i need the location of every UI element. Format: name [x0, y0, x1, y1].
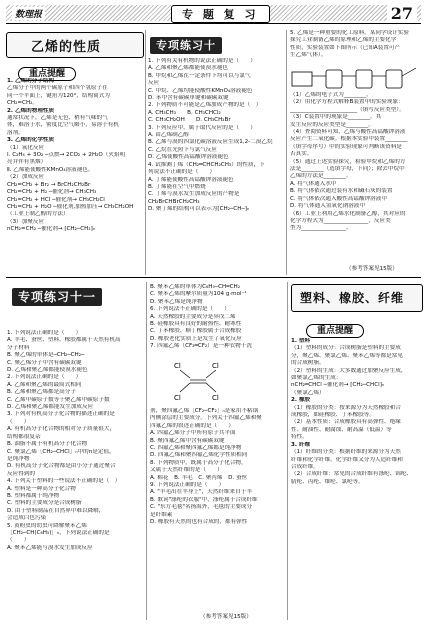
question-line: D. 有机高分子化合物都是由小分子通过聚合 [7, 463, 116, 470]
note-line: CH₂=CH₂ + Br₂ → BrCH₂CH₂Br [7, 181, 91, 188]
question-line: A. "羊毛出在羊身上"，天然纤维来自于羊 [150, 489, 252, 496]
topic-title-box-ethylene [6, 32, 144, 58]
question-line: C. 四氟乙烯和聚四氟乙烯都是纯净物 [150, 445, 242, 452]
question-line: 7. 四氟乙烯（CF₂═CF₂）是一种衣物干洗 [150, 343, 252, 350]
question-line: 4. 下列关于塑料的一些说法不正确的是（ ） [7, 478, 121, 485]
key-points-label-ethylene: 重点提醒 [18, 61, 76, 80]
svg-text:Cl: Cl [212, 362, 219, 370]
question-line: A. 乙烯和聚乙烯的最简式相同 [7, 381, 82, 388]
note-line: 分，聚乙烯、聚氯乙烯、聚苯乙烯等都是常见 [291, 352, 403, 359]
apparatus-d [386, 70, 402, 88]
note-line: 的合成树脂。 [291, 360, 325, 367]
exercise-11-questions [7, 330, 145, 552]
note-line: 特性。 [291, 434, 308, 441]
note-line: 性、耐油性、耐腐蚀、耐高温（低温）等 [291, 426, 392, 433]
question-line: A. 将气体通入水中 [290, 180, 337, 187]
note-line: 成橡胶，如硅橡胶、丁苯橡胶等。 [291, 412, 375, 419]
note-line: 亮并伴有黑烟） [7, 159, 47, 166]
note-line: 2. 橡胶 [291, 397, 311, 404]
note-line: CH₂=CH₂ + H₂O ─催化剂,加热加压→ CH₃CH₂OH [7, 203, 134, 210]
apparatus-a [292, 72, 312, 86]
answer-reference-1: （参考答案见15版） [346, 266, 398, 272]
note-line: （2）基本性质：合成橡胶具有高弹性、绝缘 [291, 419, 401, 426]
note-line: （2）塑料的生成：大多数通过加聚反应生成， [291, 367, 407, 374]
question-line: 2. 下列物质不可能是乙烯加成产物的是（ ） [148, 102, 262, 109]
question-line: B. 乙烯和聚乙烯都是高分子 [7, 389, 76, 396]
question-line: D. 由于塑料制品在自然界中难以降解， [7, 507, 105, 514]
note-line: 通常状况下，乙烯是无色、稍有气味的气 [7, 115, 108, 122]
note-line: 1. 塑料 [291, 338, 311, 344]
question-line: D. 四氟乙烯和聚四氟乙烯化学性质相同 [150, 452, 248, 459]
note-line: CH₂=CH₂ + HCl ─催化剂→ CH₃CH₂Cl [7, 196, 105, 203]
question-line: 8. 下列物质中，既属于高分子化合物， [150, 459, 247, 466]
question-line: （ ） [7, 418, 30, 425]
question-line: CH₂BrCHBrCH₂CH₃ [148, 198, 200, 205]
question-line: C. 丁烯与溴水发生加成反应的产物是 [148, 191, 240, 198]
exercise-10-questions [148, 58, 283, 214]
question-line: B. 聚苯乙烯的单体为C₆H₅─CH═CH₂ [150, 284, 240, 290]
note-line: （2）加成反应 [7, 174, 45, 181]
question-line: 又属于天然纤维的是（ ） [150, 467, 223, 474]
apparatus-c [356, 70, 372, 88]
note-line: （3）加聚反应 [7, 218, 45, 225]
question-line: 乙烯的方法是________。 [290, 173, 352, 180]
question-line: A. 羊毛、蚕丝、塑料、橡胶都属于天然有机高 [7, 337, 121, 344]
note-line: CH₂=CH₂。 [7, 100, 38, 107]
question-line: 3. 下列反应中，属于取代反应的是（ ） [148, 124, 256, 131]
note-line: 如聚氯乙烯的生成： [291, 375, 342, 382]
question-line: C. 聚苯乙烯的摩尔质量为104 g·mol⁻¹ [150, 291, 247, 298]
key-points-label-materials: 重点提醒 [306, 318, 364, 337]
question-line: B. 甲烷和乙烯在一定条件下均可以与氯气 [148, 72, 251, 79]
topic-title-ethylene: 乙烯的性质 [31, 40, 102, 55]
question-line: （2）用化学方程式解释B装置中的实验现象： [290, 99, 404, 106]
note-line: （1）塑料的成分：合成树脂是塑料的主要成 [291, 345, 401, 352]
question-line: A. 塑料是一种高分子化合物 [7, 485, 76, 492]
question-line: 四氟乙烯的叙述正确的是（ ） [150, 422, 234, 429]
exercise-11-questions-continued [150, 284, 284, 351]
question-line: 生乙烯气体）。 [290, 52, 327, 59]
question-line: A. 由乙烯制乙醇 [148, 132, 189, 139]
question-line: 法是________（选填字母，下同）；除去甲烷中 [290, 166, 405, 173]
question-line: A. 聚苯乙烯能与溴水发生加成反应 [7, 544, 93, 551]
question-line: 反应 [148, 80, 160, 87]
topic-title-materials: 塑料、橡胶、纤维 [300, 291, 405, 305]
column-divider [145, 30, 146, 275]
tetrafluoroethylene-structure [160, 356, 280, 406]
question-line: C. 甲烷、乙烯均能使酸性KMnO₄溶液褪色 [148, 87, 253, 94]
question-line: C. 聚氯乙烯［CH₂─CHCl］ₙ中的n是定值， [7, 448, 115, 455]
column-divider [146, 282, 147, 620]
question-line: 反应得到的 [7, 470, 35, 477]
question-line: D. 橡胶有天然的也有合成的，都有弹性 [150, 519, 248, 526]
publication-name: 数理报 [12, 7, 45, 20]
question-line: B. 聚乙烯的单体是─CH₂─CH₂─ [7, 352, 85, 359]
question-line: 是纤维素 [150, 511, 173, 518]
note-line: （2）合成纤维：常见的合成纤维有涤纶、锦纶、 [291, 471, 413, 478]
note-line: （聚氯乙烯） [291, 389, 325, 396]
question-line: 会造成白色污染 [7, 515, 47, 522]
question-line: B. 丁烯能在空气中燃烧 [148, 183, 206, 190]
question-line: D. 聚苯乙烯是纯净物 [150, 298, 203, 305]
note-line: （1）纤维的分类：根据纤维的来源分为天然 [291, 449, 401, 456]
question-line: 9. 下列说法正确的是（ ） [150, 482, 225, 489]
question-line: B. 塑料都属于纯净物 [7, 492, 60, 499]
page-number: 27 [387, 4, 417, 23]
question-line: A. 四氟乙烯分子中所有原子共平面 [150, 430, 236, 437]
section-title: 专 题 复 习 [171, 5, 270, 23]
note-line: CH₂=CH₂ + H₂ ─催化剂→ CH₃CH₃ [7, 189, 97, 196]
question-line: （5）通过上述实验探究，检验甲烷和乙烯的方 [290, 158, 406, 165]
note-line: （1）橡胶的分类：按来源分为天然橡胶和合 [291, 404, 401, 411]
column-divider [287, 282, 288, 620]
question-line: 5. 黄粉虫的幼虫可降解聚苯乙烯 [7, 522, 87, 529]
question-line: C. CH₃CH₂OH D. CH₃CH₂Br [148, 117, 231, 124]
question-line: 4. 试推测丁烯（CH₂═CHCH₂CH₃）的性质，下 [148, 161, 265, 168]
question-line: 探究工业制备乙烯的原理和乙烯的主要化学 [290, 37, 397, 44]
question-line: 化学方程式为________________，反应类 [290, 217, 391, 224]
question-line: C. 将气体依次通入酸性高锰酸钾溶液中 [290, 195, 387, 202]
note-line: nCH₂=CH₂ ─催化剂→ [CH₂─CH₂]ₙ [7, 226, 96, 233]
note-line: Ⅰ. C₂H₄ + 3O₂ ─点燃→ 2CO₂ + 2H₂O（火焰明 [7, 152, 126, 159]
question-line: ________________________（填写反应类型）。 [290, 106, 405, 113]
question-line: （6）工业上利用乙烯水化制备乙醇，其对应的 [290, 210, 406, 217]
topic-title-box-materials [291, 284, 423, 312]
question-line: 结构都很复杂 [7, 433, 41, 440]
note-line: 腈纶、丙纶、维纶、氯纶等。 [291, 478, 364, 485]
materials-notes [291, 338, 422, 486]
answer-reference-2: （参考答案见15版） [200, 614, 252, 620]
question-line: 内侧涂层的主要成分。下列关于四氟乙烯和聚 [150, 415, 262, 422]
apparatus-diagram [290, 62, 422, 90]
question-line: 是纯净物 [7, 455, 30, 462]
question-line: B. 歌词"涤纶的衣服"中，涤纶属于合成纤维 [150, 496, 258, 503]
question-line: 反应产生二氧化碳。根据本实验中装置________ [290, 136, 408, 143]
note-line: 3. 纤维 [291, 441, 311, 448]
question-line: A. 棉花 B. 羊毛 C. 聚丙烯 D. 蚕丝 [150, 474, 248, 481]
question-line: C. 聚乙烯分子中含有碳碳双键 [7, 359, 82, 366]
section-separator [6, 277, 421, 278]
question-line: B. 将气体依次通过装有水和碱石灰的装置 [290, 188, 393, 195]
question-line: C. 乙烯中碳原子数等于聚乙烯中碳原子数 [7, 396, 110, 403]
question-line: A. 丁烯能使酸性高锰酸钾溶液褪色 [148, 176, 234, 183]
question-line: A. CH₃CH₃ B. CH₃CHCl₂ [148, 109, 221, 116]
question-line: D. 乙烯和聚乙烯都能使溴水褪色 [7, 367, 88, 374]
question-line: 2. 下列说法正确的是（ ） [7, 374, 82, 381]
question-line: B. 乙烯与溴的四氯化碳溶液反应生成1,2-二溴乙烷 [148, 139, 273, 146]
note-line: 乙烯分子中的两个碳原子和四个氢原子在 [7, 85, 108, 92]
question-line: （ ） [7, 537, 30, 544]
exercise-10-question-5-parts [290, 92, 422, 233]
note-line: Ⅱ. 乙烯能使酸性KMnO₄溶液褪色。 [7, 166, 94, 173]
question-line: （3）C装置中的现象是________，其 [290, 114, 382, 121]
question-line: 3. 下列对有机高分子化合物的描述正确的是 [7, 411, 115, 418]
question-line: A. 天然橡胶的主要成分是异戊二烯 [150, 313, 236, 320]
question-line: 6. 下列说法不正确的是（ ） [150, 306, 230, 313]
exercise-banner-10: 专项练习十 [150, 34, 222, 53]
question-line: A. 乙烯和聚乙烯都能使溴水褪色 [148, 65, 229, 72]
question-line: 否真实。 [290, 151, 313, 158]
question-line: ［CH₂─CH(C₆H₅)］ₙ，下列说法正确的是 [7, 529, 110, 536]
question-line: A. 有机高分子化合物的相对分子质量很大， [7, 426, 115, 433]
question-line: C. 丁苯橡胶、顺丁橡胶属于合成橡胶 [150, 328, 242, 335]
note-line: 1. 乙烯的分子结构 [7, 78, 55, 84]
question-line: 1. 下列有关有机物的说法正确的是（ ） [148, 58, 256, 64]
note-line: 体，难溶于水，密度比空气略小，易溶于有机 [7, 122, 119, 129]
question-line: B. 聚四氟乙烯中含有碳碳双键 [150, 437, 225, 444]
question-line: 1. 下列说法正确的是（ ） [7, 330, 82, 336]
svg-text:Cl: Cl [174, 394, 181, 402]
question-line: 5. 乙烯是一种重要的化工原料。某同学设计实验 [290, 30, 409, 36]
question-line: D. 聚丁烯的结构可以表示为[CH₂─CH─]ₙ [148, 206, 250, 213]
note-line: 3. 乙烯的化学性质 [7, 137, 55, 144]
note-line: 合成纤维。 [291, 463, 319, 470]
question-line: D. 将气体通入氢氧化钠溶液中 [290, 203, 365, 210]
note-line: nCH₂═CHCl ─催化剂→ [CH₂─CHCl]ₙ [291, 382, 385, 389]
column-divider [286, 30, 287, 275]
question-line: B. 硅橡胶具有良好的耐热性、耐寒性 [150, 321, 242, 328]
question-line: D. 乙烯和聚乙烯都能发生加成反应 [7, 404, 94, 411]
exercise-11-questions-continued-2 [150, 408, 284, 527]
question-line: D. 乙烯使酸性高锰酸钾溶液褪色 [148, 154, 229, 161]
ethylene-notes [7, 78, 143, 234]
note-line: 同一个平面上，键角为120°，结构简式为 [7, 92, 110, 99]
question-line: （1）乙烯的电子式为________。 [290, 92, 372, 98]
question-line: D. 橡胶老化实质上是发生了氧化反应 [150, 335, 242, 342]
svg-text:Cl: Cl [174, 362, 181, 370]
exercise-banner-11: 专项练习十一 [12, 286, 102, 305]
question-line: C. 塑料的主要成分是合成树脂 [7, 500, 82, 507]
question-line: C. "东方毛毯"名扬海外，毛毯的主要成分 [150, 504, 253, 511]
question-line: 分子材料 [7, 344, 30, 351]
svg-text:Cl: Cl [212, 394, 219, 402]
note-line: 2. 乙烯的物理性质 [7, 107, 55, 114]
page-header [6, 3, 421, 24]
question-line: （4）查阅资料可知，乙烯与酸性高锰酸钾溶液 [290, 129, 406, 136]
question-line: 剂，聚四氟乙烯［CF₂─CF₂］ₙ是家用不粘锅 [150, 408, 259, 414]
question-line: 型为________________。 [290, 225, 352, 232]
question-line: B. 油脂不属于有机高分子化合物 [7, 441, 88, 448]
note-line: （工业上制乙醇的方法） [7, 211, 69, 218]
exercise-10-question-5 [290, 30, 422, 60]
question-line: D. 苯中含有碳碳单键和碳碳双键 [148, 95, 229, 102]
note-line: 纤维和化学纤维，化学纤维又分为人造纤维和 [291, 456, 403, 463]
question-line: 列说法不正确的是（ ） [148, 169, 216, 176]
question-line: C. 乙烷在光照下与氯气反应 [148, 146, 217, 153]
question-line: 发生反应的反应类型是________。 [290, 121, 374, 128]
question-line: （填字母序号）中的实验现象可判断该资料是 [290, 143, 402, 150]
question-line: 性质，实验装置如下图所示（已知A装置可产 [290, 44, 401, 51]
note-line: 溶剂。 [7, 129, 24, 136]
note-line: （1）氧化反应 [7, 144, 45, 151]
apparatus-b [326, 70, 342, 88]
